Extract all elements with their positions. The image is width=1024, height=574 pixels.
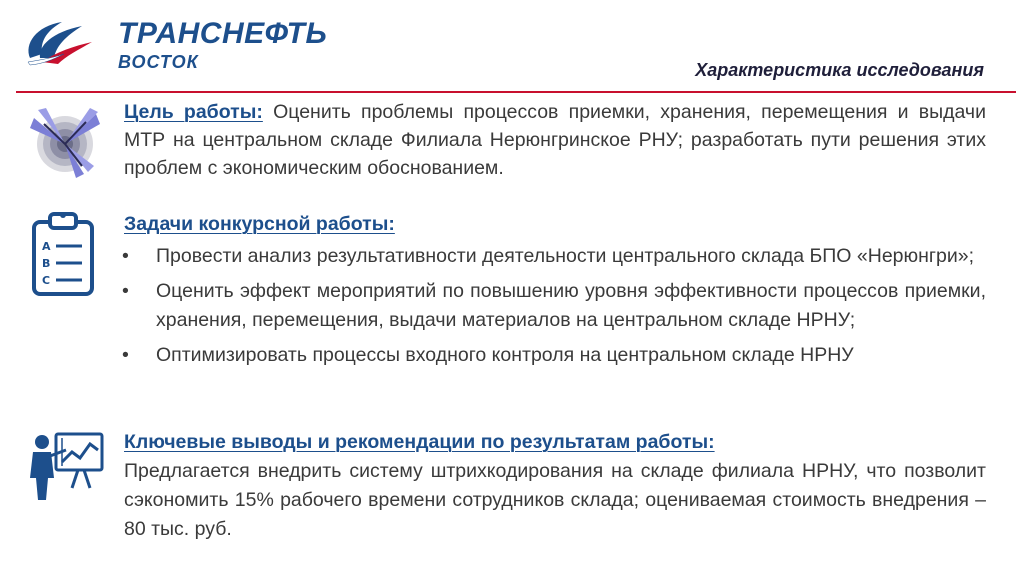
task-text: Оценить эффект мероприятий по повышению уровня эффективности процессов приемки, хранения, перемещения, выдачи материалов на центральном складе НРНУ; <box>156 280 986 331</box>
task-text: Провести анализ результативности деятельности центрального склада БПО «Нерюнгри»; <box>156 245 975 267</box>
logo-subtitle: ВОСТОК <box>118 52 199 72</box>
bullet-icon: • <box>122 280 129 302</box>
bullet-icon: • <box>122 344 129 366</box>
tasks-section <box>124 210 986 376</box>
target-dart-icon <box>24 100 106 182</box>
tasks-heading: Задачи конкурсной работы: <box>124 213 395 235</box>
list-item <box>120 277 986 335</box>
tasks-list <box>120 242 986 370</box>
transneft-logo-icon <box>22 18 94 66</box>
task-text: Оптимизировать процессы входного контроля на центральном складе НРНУ <box>156 344 854 366</box>
page-title: Характеристика исследования <box>695 60 984 80</box>
logo-wordmark: ТРАНСНЕФТЬ <box>118 17 328 50</box>
svg-text:A: A <box>42 240 51 253</box>
header-divider <box>16 91 1016 93</box>
list-item <box>120 341 986 370</box>
goal-text: Оценить проблемы процессов приемки, хранения, перемещения и выдачи МТР на центральном складе Филиала Нерюнгринское РНУ; разработать пути решения этих проблем с экономическим обоснованием. <box>124 101 986 179</box>
conclusions-heading: Ключевые выводы и рекомендации по результатам работы: <box>124 431 715 453</box>
clipboard-abc-icon <box>30 210 96 298</box>
conclusions-section <box>124 428 986 544</box>
svg-text:B: B <box>42 257 51 270</box>
bullet-icon: • <box>122 245 129 267</box>
conclusions-text: Предлагается внедрить систему штрихкодирования на складе филиала НРНУ, что позволит сэкономить 15% рабочего времени сотрудников склада; оцениваемая стоимость внедрения – 80 тыс. руб. <box>124 460 986 540</box>
company-logo <box>22 14 342 74</box>
svg-text:C: C <box>42 274 51 287</box>
presenter-chart-icon <box>28 428 106 504</box>
goal-section <box>124 98 986 182</box>
list-item <box>120 242 986 271</box>
goal-label: Цель работы: <box>124 101 263 123</box>
